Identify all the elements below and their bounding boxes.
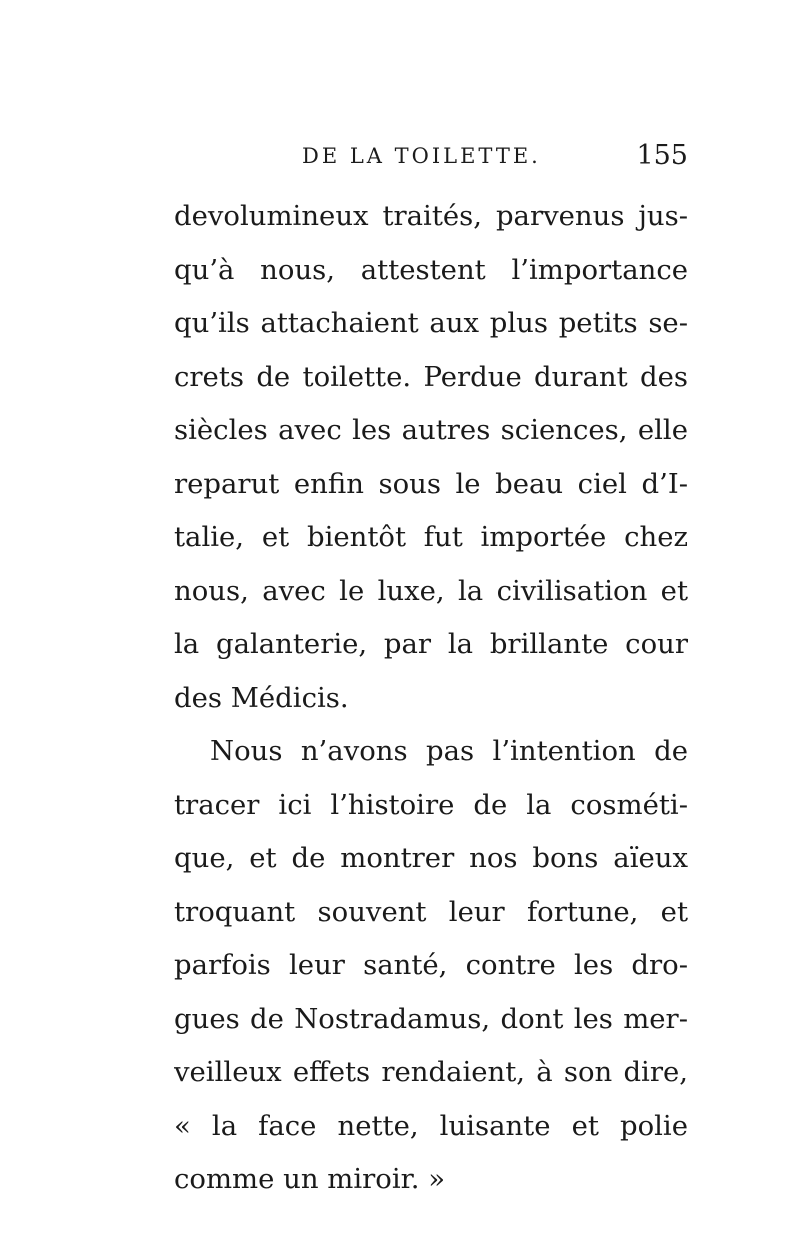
text-line: que, et de montrer nos bons aïeux: [174, 842, 688, 874]
text-line: nous, avec le luxe, la civilisation et: [174, 574, 688, 607]
text-line: reparut enfin sous le beau ciel d’I-: [174, 467, 688, 500]
text-line: des Médicis.: [174, 681, 349, 714]
text-line: troquant souvent leur fortune, et: [174, 895, 688, 928]
text-line: qu’ils attachaient aux plus petits se-: [174, 307, 688, 339]
body-text: [174, 190, 688, 1207]
paragraph-1: [174, 190, 688, 725]
text-line: comme un miroir. »: [174, 1163, 446, 1195]
running-head: [174, 140, 688, 180]
text-line: Nous n’avons pas l’intention de: [210, 735, 688, 767]
text-line: devolumineux traités, parvenus jus-: [174, 200, 688, 232]
text-line: veilleux effets rendaient, à son dire,: [174, 1056, 688, 1088]
page-number: 155: [636, 140, 688, 171]
text-line: talie, et bientôt fut importée chez: [174, 521, 688, 553]
text-line: tracer ici l’histoire de la cosméti-: [174, 788, 688, 821]
text-line: qu’à nous, attestent l’importance: [174, 253, 688, 286]
text-line: crets de toilette. Perdue durant des: [174, 360, 688, 393]
text-line: gues de Nostradamus, dont les mer-: [174, 1002, 688, 1035]
text-line: « la face nette, luisante et polie: [174, 1109, 688, 1142]
text-line: la galanterie, par la brillante cour: [174, 628, 688, 660]
text-line: parfois leur santé, contre les dro-: [174, 949, 688, 981]
running-title: DE LA TOILETTE.: [302, 144, 541, 168]
paragraph-2: [174, 725, 688, 1207]
text-line: siècles avec les autres sciences, elle: [174, 414, 688, 446]
